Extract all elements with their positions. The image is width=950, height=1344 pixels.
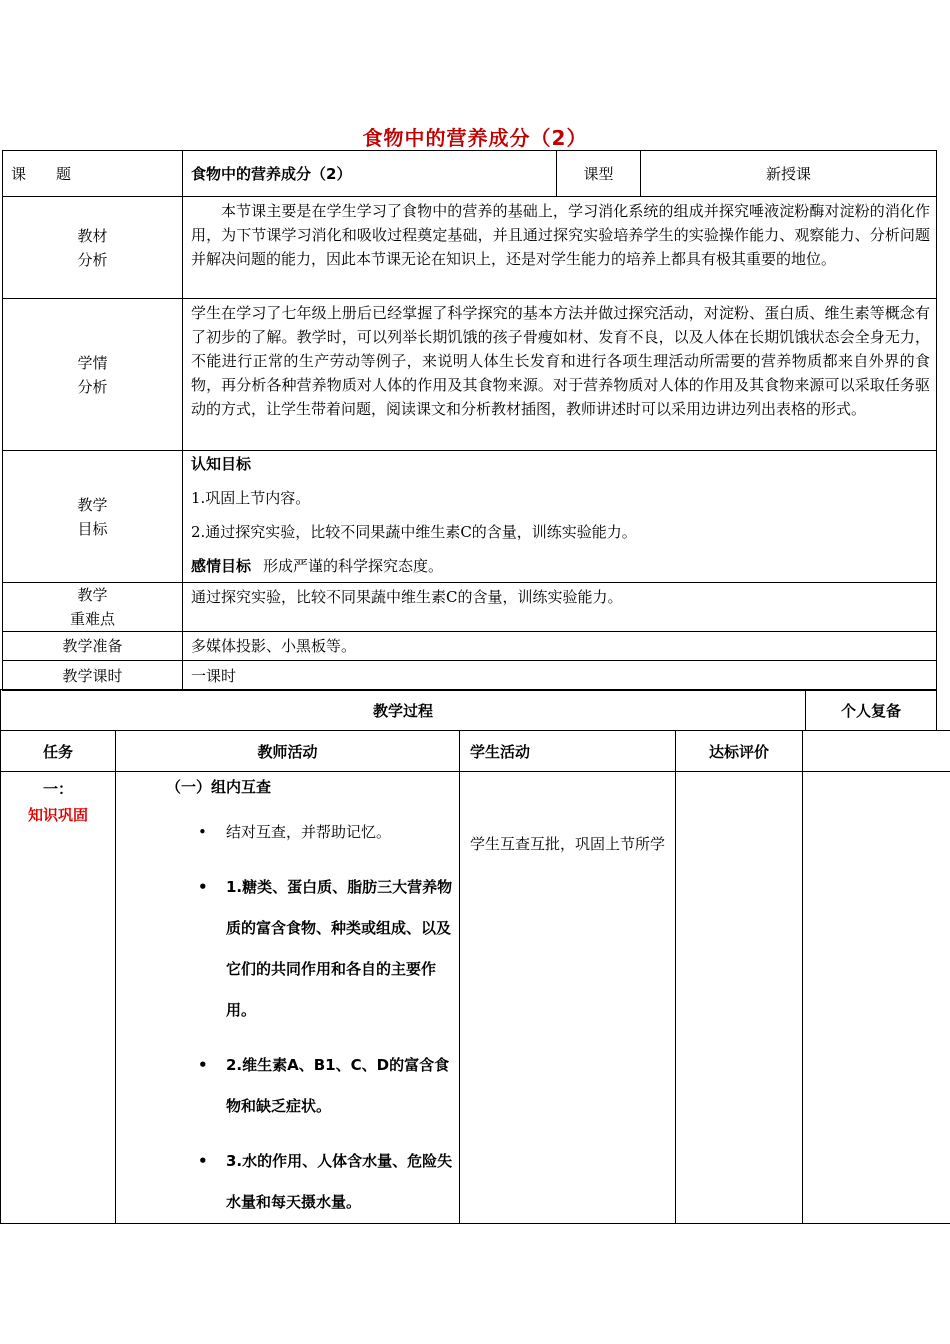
teacher-heading: （一）组内互查 xyxy=(166,778,272,796)
teacher-bullet-2: • 1.糖类、蛋白质、脂肪三大营养物质的富含食物、种类或组成、以及它们的共同作用和各自的主要作用。 xyxy=(116,867,459,1031)
cognitive-goal-title: 认知目标 xyxy=(191,455,252,473)
course-label: 课 题 xyxy=(3,151,183,197)
task-cell xyxy=(1,772,116,1224)
key-label xyxy=(3,583,183,632)
emotion-goal-title: 感情目标 xyxy=(191,557,252,575)
eval-cell xyxy=(676,772,803,1224)
goal-item-2: 2.通过探究实验，比较不同果蔬中维生素C的含量，训练实验能力。 xyxy=(191,523,637,541)
goal-label-line1: 教学 xyxy=(77,495,108,514)
material-analysis-text: 本节课主要是在学生学习了食物中的营养的基础上，学习消化系统的组成并探究唾液淀粉酶对淀粉的消化作用，为下节课学习消化和吸收过程奠定基础，并且通过探究实验培养学生的实验操作能力、观察能力、分析问题并解决问题的能力，因此本节课无论在知识上，还是对学生能力的培养上都具有极其重要的地位。 xyxy=(183,197,937,299)
prep-text: 多媒体投影、小黑板等。 xyxy=(183,632,937,661)
bullet-icon: • xyxy=(198,1152,208,1170)
hours-text: 一课时 xyxy=(183,661,937,691)
teacher-bullet-1: • 结对互查，并帮助记忆。 xyxy=(116,812,459,853)
goal-label-line2: 目标 xyxy=(77,519,108,538)
col-empty xyxy=(803,731,950,772)
teaching-goals xyxy=(183,451,937,583)
student-analysis-text: 学生在学习了七年级上册后已经掌握了科学探究的基本方法并做过探究活动，对淀粉、蛋白质、维生素等概念有了初步的了解。教学时，可以列举长期饥饿的孩子骨瘦如材、发育不良，以及人体在长期饥饿状态会全身无力，不能进行正常的生产劳动等例子，来说明人体生长发育和进行各项生理活动所需要的营养物质都来自外界的食物，再分析各种营养物质对人体的作用及其食物来源。对于营养物质对人体的作用及其食物来源可以采取任务驱动的方式，让学生带着问题，阅读课文和分析教材插图，教师讲述时可以采用边讲边列出表格的形式。 xyxy=(183,299,937,451)
bullet-icon: • xyxy=(198,1056,208,1074)
col-task: 任务 xyxy=(1,731,116,772)
key-label-line2: 重难点 xyxy=(69,610,115,628)
personal-prep-header: 个人复备 xyxy=(806,690,937,731)
prep-label: 教学准备 xyxy=(3,632,183,661)
col-eval: 达标评价 xyxy=(676,731,803,772)
key-label-line1: 教学 xyxy=(77,586,108,604)
material-label xyxy=(3,197,183,299)
student-label xyxy=(3,299,183,451)
personal-cell xyxy=(803,772,950,1224)
course-value: 食物中的营养成分（2） xyxy=(183,151,557,197)
goal-item-1: 1.巩固上节内容。 xyxy=(191,489,311,507)
teacher-bullet-4: • 3.水的作用、人体含水量、危险失水量和每天摄水量。 xyxy=(116,1141,459,1223)
process-header: 教学过程 xyxy=(1,690,806,731)
teacher-bullet-list xyxy=(116,812,459,1223)
process-table xyxy=(0,730,950,1224)
hours-label: 教学课时 xyxy=(3,661,183,691)
material-label-line1: 教材 xyxy=(77,226,108,245)
emotion-goal xyxy=(191,555,930,577)
emotion-goal-text: 形成严谨的科学探究态度。 xyxy=(263,557,444,575)
col-teacher: 教师活动 xyxy=(116,731,460,772)
task-name: 知识巩固 xyxy=(27,806,88,824)
type-value: 新授课 xyxy=(641,151,937,197)
col-student: 学生活动 xyxy=(460,731,676,772)
teacher-activity xyxy=(116,772,460,1224)
student-label-line2: 分析 xyxy=(77,377,108,396)
type-label: 课型 xyxy=(557,151,641,197)
material-label-line2: 分析 xyxy=(77,250,108,269)
task-number: 一： xyxy=(42,780,73,798)
bullet-icon: • xyxy=(198,878,208,896)
student-activity: 学生互查互批，巩固上节所学 xyxy=(460,772,676,1224)
teacher-bullet-3: • 2.维生素A、B1、C、D的富含食物和缺乏症状。 xyxy=(116,1045,459,1127)
lesson-info-table xyxy=(2,150,937,691)
document-title: 食物中的营养成分（2） xyxy=(362,126,588,150)
goal-label xyxy=(3,451,183,583)
bullet-icon: • xyxy=(198,823,207,841)
key-points-text: 通过探究实验，比较不同果蔬中维生素C的含量，训练实验能力。 xyxy=(183,583,937,632)
student-label-line1: 学情 xyxy=(77,353,108,372)
process-header-table xyxy=(0,689,937,731)
